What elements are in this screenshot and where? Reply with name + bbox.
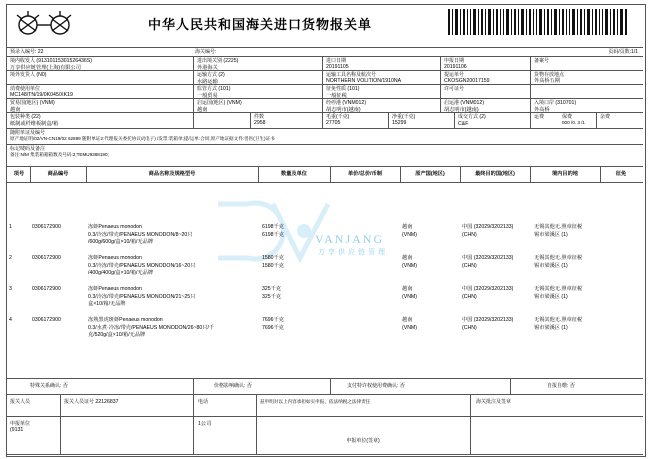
domestic-consignee-name: 万享供应链管理(上海)有限公司 xyxy=(10,64,81,71)
departure-country-name: 越南 xyxy=(197,106,208,113)
col-header-qty: 数量及单位 xyxy=(281,171,307,177)
departure-country-label: 启运国(地区) xyxy=(197,100,226,106)
customs-seal xyxy=(474,398,638,406)
consumer-unit-label: 消费使用单位 xyxy=(10,86,41,92)
record-no xyxy=(532,57,640,65)
marks-remarks-value: 备注:N/M 集装箱箱箱数及号码:2;TEMU9388190; xyxy=(10,152,109,158)
row-4-name: 冻熟黑虎斑虾Penaeus monodon 0.3/水煮·冷冻/带壳/PENAEUS MONODON/26~80只/千 克/520g/盒×10/箱/无品牌 xyxy=(88,317,215,339)
attached-docs xyxy=(8,129,640,143)
row-4-no: 4 xyxy=(9,317,12,323)
barcode xyxy=(448,9,628,35)
pre-entry-no-label: 预录入编号: xyxy=(10,49,37,55)
record-no-label: 备案号 xyxy=(534,58,550,64)
trade-country-code: (VNM) xyxy=(39,100,55,106)
special-relationship-label: 特殊关系确认: xyxy=(30,383,62,389)
declarant-cert-value: 22126837 xyxy=(95,399,119,405)
declare-unit-seal-label: 申报单位(签章) xyxy=(346,438,380,444)
col-header-price: 单价/总价/币制 xyxy=(347,171,382,177)
row-3-domestic: 无锡其他无.照章征税 锡市梁溪区 (1) xyxy=(534,286,583,300)
declare-unit xyxy=(8,420,58,435)
import-date xyxy=(324,57,438,72)
misc-fee xyxy=(598,113,640,121)
row-3-qty: 325千克 325千克 xyxy=(262,286,282,300)
row-2-origin: 越南 (VNM) xyxy=(402,255,417,269)
row-1-origin: 越南 (VNM) xyxy=(402,224,417,238)
self-declaration xyxy=(545,382,640,391)
row-1-qty: 6198千克 6198千克 xyxy=(262,224,284,238)
departure-port-label: 启运港 xyxy=(444,100,460,106)
row-4-origin: 越南 (VNM) xyxy=(402,317,417,331)
overseas-consignor xyxy=(8,71,191,80)
departure-country-code: (VNM) xyxy=(226,100,242,106)
package-type-label: 包装种类 xyxy=(10,114,31,120)
row-2-domestic: 无锡其他无.照章征税 锡市梁溪区 (1) xyxy=(534,255,583,269)
attached-docs-label: 随附单证及编号 xyxy=(10,130,46,136)
departure-port-code: (VNM012) xyxy=(460,100,485,106)
royalty-payment-value: 否 xyxy=(399,383,405,389)
declare-date xyxy=(442,57,528,72)
overseas-consignor-label: 境外发货人 xyxy=(10,72,36,78)
license-no xyxy=(442,85,528,93)
insurance-label: 保费 xyxy=(562,114,573,120)
row-3-no: 3 xyxy=(9,286,12,292)
customs-seal-label: 海关批注及签章 xyxy=(476,399,512,405)
trade-terms xyxy=(456,113,528,128)
misc-fee-label: 杂费 xyxy=(600,114,611,120)
transport-mode xyxy=(195,71,320,86)
royalty-payment-label: 支付特许权使用费确认: xyxy=(347,383,399,389)
customs-district xyxy=(195,57,320,72)
row-3-name: 冻虾Penaeus monodon 0.3/冷冻/带壳/PENAEUS MONODON/21~25只 盒×10/箱/无品牌 xyxy=(88,286,196,308)
customs-district-code: (2225) xyxy=(223,58,239,64)
customs-logo xyxy=(12,8,78,42)
storage-location xyxy=(532,71,640,86)
consumer-unit-name: MC148/TN/19/0K045/XK19 xyxy=(10,92,73,99)
row-3-origin: 越南 (VNM) xyxy=(402,286,417,300)
pieces-value: 2958 xyxy=(254,120,266,127)
levy-nature-label: 征免性质 xyxy=(326,86,347,92)
package-type-name: 纸制或纤维板制盒/箱 xyxy=(10,120,59,127)
customs-district-name: 外港海关 xyxy=(197,64,218,71)
declare-unit-value: (9131 xyxy=(10,427,24,434)
overseas-consignor-code: (N0) xyxy=(36,72,47,78)
domestic-consignee-label: 境内收发人 xyxy=(10,58,36,64)
row-4-qty: 7696千克 7696千克 xyxy=(262,317,284,331)
transport-mode-label: 运输方式 xyxy=(197,72,218,78)
domestic-consignee-code: (91310115301526436S) xyxy=(36,58,92,64)
transport-mode-name: 水路运输 xyxy=(197,78,218,85)
row-1-no: 1 xyxy=(9,224,12,230)
row-1-domestic: 无锡其他无.照章征税 锡市梁溪区 (1) xyxy=(534,224,583,238)
trade-mode-label: 监管方式 xyxy=(197,86,218,92)
pieces-label: 件数 xyxy=(254,114,265,120)
trade-terms-code: (2) xyxy=(479,114,486,120)
row-2-no: 2 xyxy=(9,255,12,261)
declare-company xyxy=(196,420,254,429)
trade-country-label: 贸易国(地区) xyxy=(10,100,39,106)
declarant-cert xyxy=(62,398,192,407)
col-header-dest: 最终目的国(地区) xyxy=(475,171,515,177)
attached-docs-value: 原产地证明/02/VN-CN19/02 62899 随附单证2:代理报关委托协议//(电子) /发票:装箱单;提/运单:合同;原产地证据文件:兽医(卫生)证书 xyxy=(10,136,275,142)
import-date-label: 进口日期 xyxy=(326,58,347,64)
page-number: 页码/页数:1/1 xyxy=(608,49,638,55)
col-header-origin: 原产国(地区) xyxy=(415,171,445,177)
insurance xyxy=(560,113,600,127)
declarant-cert-label: 报关人员证号 xyxy=(64,399,95,405)
col-header-domestic: 境内目的地 xyxy=(552,171,578,177)
row-3-code: 0306172900 xyxy=(32,286,61,292)
page-title: 中华人民共和国海关进口货物报关单 xyxy=(147,17,372,32)
domestic-consignee xyxy=(8,57,191,72)
declarant-label: 报关人员 xyxy=(10,399,31,405)
entry-port-name: 外高桥 xyxy=(534,106,550,113)
gross-weight-label: 毛重(千克) xyxy=(326,114,350,120)
transport-mode-code: (2) xyxy=(218,72,225,78)
net-weight-label: 净重(千克) xyxy=(392,114,416,120)
transport-tool-value: NORTHERN VOLITION/1910NA xyxy=(326,78,402,85)
departure-country xyxy=(195,99,320,114)
storage-location-value: 外高桥五期 xyxy=(534,78,560,85)
col-header-name: 商品名称及规格型号 xyxy=(148,171,196,177)
row-4-code: 0306172900 xyxy=(32,317,61,323)
price-influence xyxy=(212,382,332,391)
row-2-qty: 1580千克 1580千克 xyxy=(262,255,284,269)
levy-nature xyxy=(324,85,438,100)
pre-entry-no-value: 22 xyxy=(37,49,44,55)
phone xyxy=(196,398,254,406)
transit-port-label: 经停港 xyxy=(326,100,342,106)
declare-unit-label: 申报单位 xyxy=(10,421,31,427)
row-1-name: 冻虾Penaeus monodon 0.3/冷冻/带壳/PENAEUS MONODON/8~20只 /600g/600g/盒×10/箱/无品牌 xyxy=(88,224,193,246)
trade-terms-label: 成交方式 xyxy=(458,114,479,120)
storage-location-label: 货物存放地点 xyxy=(534,72,565,78)
royalty-payment xyxy=(345,382,510,391)
trade-terms-name: C&F xyxy=(458,120,469,127)
gross-weight xyxy=(324,113,386,128)
transit-port xyxy=(324,99,438,114)
entry-port-code: (310701) xyxy=(555,100,577,106)
transit-port-name: 胡志明市(越南) xyxy=(326,106,361,113)
price-influence-label: 价格影响确认: xyxy=(214,383,246,389)
statement xyxy=(258,398,468,406)
row-2-dest: 中国 (32029/3202133) (CHN) xyxy=(462,255,514,269)
marks-remarks xyxy=(8,145,640,159)
self-declaration-label: 自报自缴: xyxy=(547,383,569,389)
transport-tool-label: 运输工具名称及航次号 xyxy=(326,72,377,78)
statement-text: 兹申明对以上内容承担如实申报、依法纳税之法律责任 xyxy=(260,399,371,404)
insurance-value: 000 /0. 3 /1 xyxy=(562,120,585,126)
net-weight xyxy=(390,113,452,128)
entry-port-label: 入境口岸 xyxy=(534,100,555,106)
import-date-value: 20191105 xyxy=(326,64,349,71)
consumer-unit xyxy=(8,85,191,100)
phone-label: 电话 xyxy=(198,399,209,405)
row-4-domestic: 无锡其他无.照章征税 锡市梁溪区 (1) xyxy=(534,317,583,331)
customs-no-label: 海关编号: xyxy=(195,49,217,55)
gross-weight-value: 27705 xyxy=(326,120,341,127)
entry-port xyxy=(532,99,640,114)
trade-country-name: 越南 xyxy=(10,106,21,113)
trade-mode-code: (101) xyxy=(218,86,231,92)
trade-country xyxy=(8,99,191,114)
row-1-dest: 中国 (32029/3202133) (CHN) xyxy=(462,224,514,238)
marks-remarks-label: 标记唛码及备注 xyxy=(10,146,46,152)
price-influence-value: 否 xyxy=(246,383,252,389)
levy-nature-code: (101) xyxy=(347,86,360,92)
freight-label: 运费 xyxy=(534,114,545,120)
departure-port-name: 胡志明市(越南) xyxy=(444,106,479,113)
col-header-no: 项号 xyxy=(13,171,25,177)
package-type-code: (22) xyxy=(31,114,41,120)
col-header-levy: 征免 xyxy=(615,171,627,177)
row-2-code: 0306172900 xyxy=(32,255,61,261)
package-type xyxy=(8,113,191,128)
declare-company-value: 1公司 xyxy=(198,421,212,427)
special-relationship-value: 否 xyxy=(62,383,68,389)
bill-no-label: 提运单号 xyxy=(444,72,465,78)
row-4-dest: 中国 (32029/3202133) (CHN) xyxy=(462,317,514,331)
levy-nature-name: 一般征税 xyxy=(326,92,347,99)
net-weight-value: 15299 xyxy=(392,120,407,127)
declarant xyxy=(8,398,58,406)
trade-mode-name: 一般贸易 xyxy=(197,92,218,99)
row-1-code: 0306172900 xyxy=(32,224,61,230)
special-relationship xyxy=(28,382,188,391)
pieces xyxy=(252,113,320,128)
self-declaration-value: 否 xyxy=(569,383,575,389)
trade-mode xyxy=(195,85,320,100)
bill-no xyxy=(442,71,528,86)
customs-district-label: 进出境关别 xyxy=(197,58,223,64)
transit-port-code: (VNM012) xyxy=(342,100,367,106)
col-header-code: 商品编号 xyxy=(47,171,69,177)
declare-unit-seal xyxy=(258,437,468,445)
declare-date-label: 申报日期 xyxy=(444,58,465,64)
bill-no-value: CKOSGN20017159 xyxy=(444,78,490,85)
watermark-slogan: 万享供应链管理 xyxy=(318,249,388,256)
watermark-brand: VANJANG xyxy=(315,232,385,246)
declare-date-value: 20191106 xyxy=(444,64,467,71)
row-3-dest: 中国 (32029/3202133) (CHN) xyxy=(462,286,514,300)
transport-tool xyxy=(324,71,438,86)
license-no-label: 许可证号 xyxy=(444,86,465,92)
row-2-name: 冻虾Penaeus monodon 0.3/冷冻/带壳/PENAEUS MONODON/16~20只 /400g/400g/盒×10/箱/无品牌 xyxy=(88,255,196,277)
